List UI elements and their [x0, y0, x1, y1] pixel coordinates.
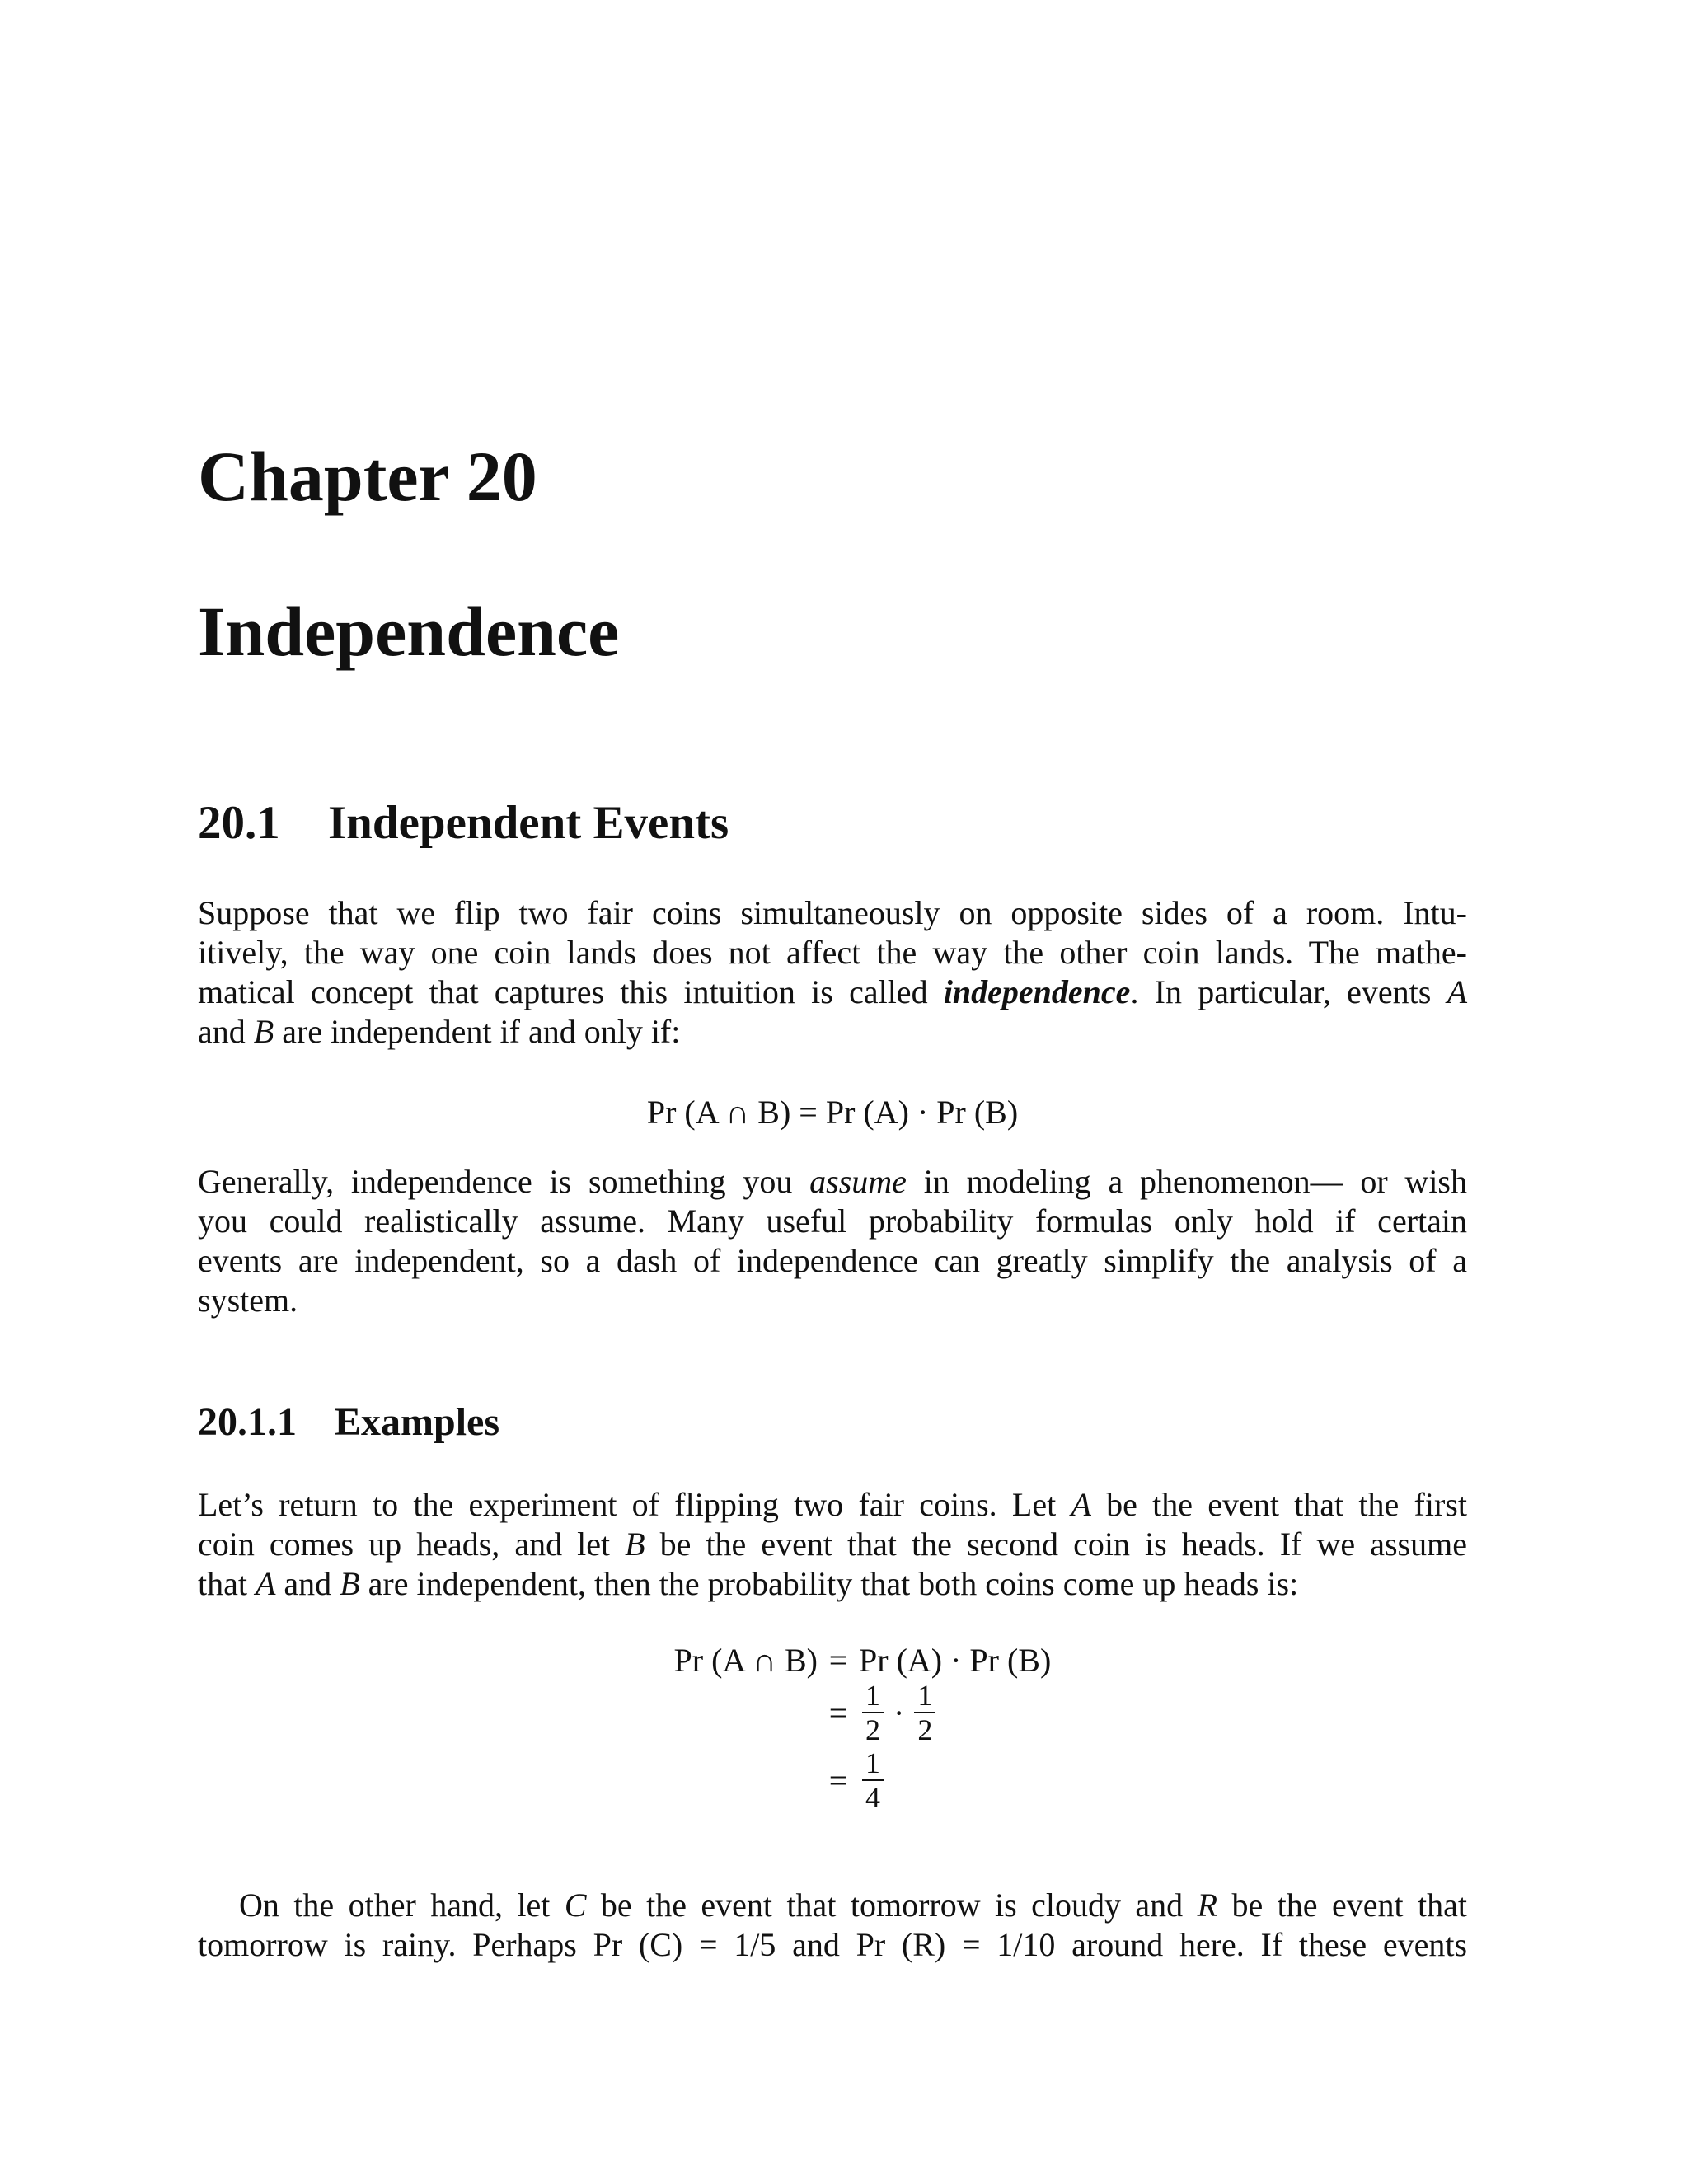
- math-var: A: [1447, 973, 1467, 1010]
- term-independence: independence: [943, 973, 1131, 1010]
- emphasis-assume: assume: [809, 1163, 907, 1200]
- section-heading: [198, 796, 729, 850]
- subsection-title: Examples: [335, 1400, 500, 1444]
- text-line: and B are independent if and only if:: [198, 1013, 681, 1050]
- text-line: tomorrow is rainy. Perhaps Pr (C) = 1/5 and Pr (R) = 1/10 around here. If these events: [198, 1926, 1468, 1963]
- equation-row: Pr (A ∩ B) = Pr (A) · Pr (B): [673, 1641, 1052, 1679]
- chapter-label: Chapter 20: [198, 437, 537, 516]
- text-line: you could realistically assume. Many useful probability formulas only hold if certain: [198, 1202, 1467, 1240]
- paragraph-weather-example: [198, 1886, 1467, 1965]
- text-line: coin comes up heads, and let B be the event that the second coin is heads. If we assume: [198, 1526, 1467, 1563]
- subsection-heading: [198, 1399, 499, 1445]
- text-line: system.: [198, 1282, 298, 1319]
- equation-independence: Pr (A ∩ B) = Pr (A) · Pr (B): [646, 1094, 1019, 1131]
- text-line: Generally, independence is something you assume in modeling a phenomenon— or wish: [198, 1163, 1467, 1200]
- text-line: Let’s return to the experiment of flipping two fair coins. Let A be the event that the first: [198, 1486, 1467, 1523]
- paragraph-assumption: [198, 1162, 1467, 1320]
- equation-coins-derivation: [635, 1640, 1051, 1815]
- text-line: matical concept that captures this intuition is called independence. In particular, events A: [198, 973, 1467, 1010]
- text-line: itively, the way one coin lands does not affect the way the other coin lands. The mathe-: [198, 934, 1467, 971]
- math-var: B: [253, 1013, 274, 1050]
- section-number: 20.1: [198, 797, 280, 849]
- fraction: $\frac{1}{2}$: [914, 1679, 935, 1746]
- text-line: On the other hand, let C be the event that tomorrow is cloudy and R be the event that: [239, 1886, 1467, 1924]
- subsection-number: 20.1.1: [198, 1400, 297, 1444]
- fraction: $\frac{1}{4}$: [862, 1746, 884, 1814]
- equation-row: = $\frac{1}{4}$: [635, 1746, 1051, 1815]
- paragraph-intro: [198, 893, 1467, 1052]
- text-line: Suppose that we flip two fair coins simultaneously on opposite sides of a room. Intu-: [198, 894, 1467, 931]
- section-title: Independent Events: [328, 797, 729, 849]
- paragraph-coins-example: [198, 1485, 1467, 1604]
- fraction: $\frac{1}{2}$: [862, 1679, 884, 1746]
- text-line: events are independent, so a dash of independence can greatly simplify the analysis of a: [198, 1242, 1467, 1279]
- equation-row: = $\frac{1}{2}$ · $\frac{1}{2}$: [635, 1680, 1051, 1746]
- text-line: that A and B are independent, then the probability that both coins come up heads is:: [198, 1565, 1299, 1602]
- chapter-title: Independence: [198, 592, 620, 671]
